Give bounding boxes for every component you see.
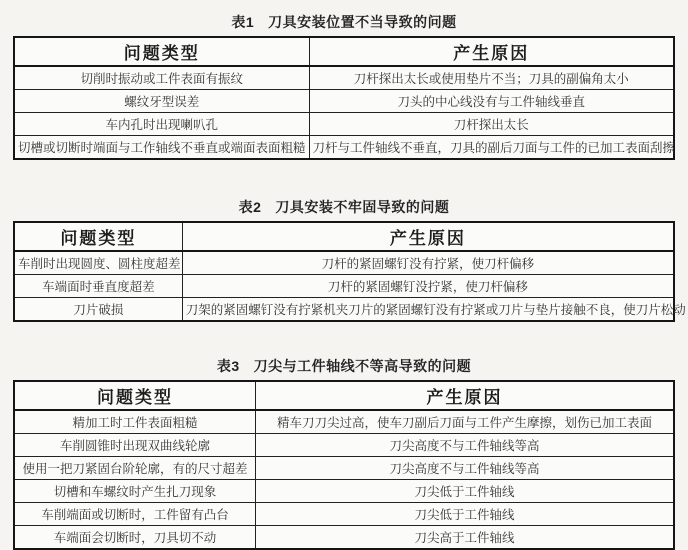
problems-table (13, 221, 686, 322)
column-header: 产生原因 (256, 381, 674, 410)
cause-cell: 刀头的中心线没有与工件轴线垂直 (309, 90, 674, 113)
header-row (14, 222, 674, 251)
column-header: 问题类型 (14, 37, 309, 66)
table-number: 表1 (231, 14, 255, 30)
cause-cell: 刀杆探出太长或使用垫片不当；刀具的副偏角太小 (309, 66, 674, 90)
table-header (14, 222, 674, 251)
table-row (14, 136, 674, 160)
problem-type-cell: 螺纹牙型误差 (14, 90, 309, 113)
problem-type-cell: 精加工时工件表面粗糙 (14, 410, 256, 434)
table-row (14, 410, 674, 434)
table-section-表1 (13, 13, 675, 160)
table-row (14, 480, 674, 503)
table-row (14, 66, 674, 90)
column-header: 产生原因 (309, 37, 674, 66)
column-header: 问题类型 (14, 222, 182, 251)
header-row (14, 37, 674, 66)
problem-type-cell: 车端面会切断时，刀具切不动 (14, 526, 256, 550)
table-body (14, 410, 674, 549)
problem-type-cell: 切槽或切断时端面与工作轴线不垂直或端面表面粗糙 (14, 136, 309, 160)
cause-cell: 刀尖低于工件轴线 (256, 480, 674, 503)
table-body (14, 251, 686, 321)
table-row (14, 251, 674, 275)
cause-cell: 刀尖高度不与工件轴线等高 (256, 457, 674, 480)
cause-cell: 刀架的紧固螺钉没有拧紧机夹刀片的紧固螺钉没有拧紧或刀片与垫片接触不良，使刀片松动 (182, 298, 674, 322)
table-row (14, 113, 674, 136)
table-section-表3 (13, 357, 675, 550)
cause-cell: 刀尖高于工件轴线 (256, 526, 674, 550)
cause-cell: 刀尖低于工件轴线 (256, 503, 674, 526)
problem-type-cell: 车削时出现圆度、圆柱度超差 (14, 251, 182, 275)
table-title-text: 刀具安装位置不当导致的问题 (268, 14, 457, 30)
table-row (14, 434, 674, 457)
table-section-表2 (13, 198, 686, 322)
problem-type-cell: 使用一把刀紧固台阶轮廓，有的尺寸超差 (14, 457, 256, 480)
cause-cell: 刀杆的紧固螺钉没有拧紧，使刀杆偏移 (182, 251, 674, 275)
problem-type-cell: 刀片破损 (14, 298, 182, 322)
problem-type-cell: 切槽和车螺纹时产生扎刀现象 (14, 480, 256, 503)
cause-cell: 刀杆的紧固螺钉没拧紧，使刀杆偏移 (182, 275, 674, 298)
table-number: 表2 (238, 199, 262, 215)
cause-cell: 刀尖高度不与工件轴线等高 (256, 434, 674, 457)
header-row (14, 381, 674, 410)
table-row (14, 298, 674, 322)
table-header (14, 381, 674, 410)
cause-cell: 刀杆探出太长 (309, 113, 674, 136)
column-header: 产生原因 (182, 222, 674, 251)
cause-cell: 精车刀刀尖过高，使车刀副后刀面与工件产生摩擦，划伤已加工表面 (256, 410, 674, 434)
table-body (14, 66, 674, 159)
problem-type-cell: 车削圆锥时出现双曲线轮廓 (14, 434, 256, 457)
problem-type-cell: 车端面时垂直度超差 (14, 275, 182, 298)
problem-type-cell: 车内孔时出现喇叭孔 (14, 113, 309, 136)
table-row (14, 457, 674, 480)
column-header: 问题类型 (14, 381, 256, 410)
tables-container (13, 13, 686, 550)
table-row (14, 526, 674, 550)
table-title-text: 刀具安装不牢固导致的问题 (275, 199, 450, 215)
table-title (13, 13, 675, 31)
table-header (14, 37, 674, 66)
cause-cell: 刀杆与工件轴线不垂直，刀具的副后刀面与工件的已加工表面刮擦 (309, 136, 674, 160)
problem-type-cell: 车削端面或切断时，工件留有凸台 (14, 503, 256, 526)
table-row (14, 90, 674, 113)
table-title-text: 刀尖与工件轴线不等高导致的问题 (253, 358, 472, 374)
table-title (13, 357, 675, 375)
table-number: 表3 (216, 358, 240, 374)
problem-type-cell: 切削时振动或工件表面有振纹 (14, 66, 309, 90)
table-title (13, 198, 675, 216)
problems-table (13, 36, 675, 160)
table-row (14, 275, 674, 298)
table-row (14, 503, 674, 526)
problems-table (13, 380, 675, 550)
